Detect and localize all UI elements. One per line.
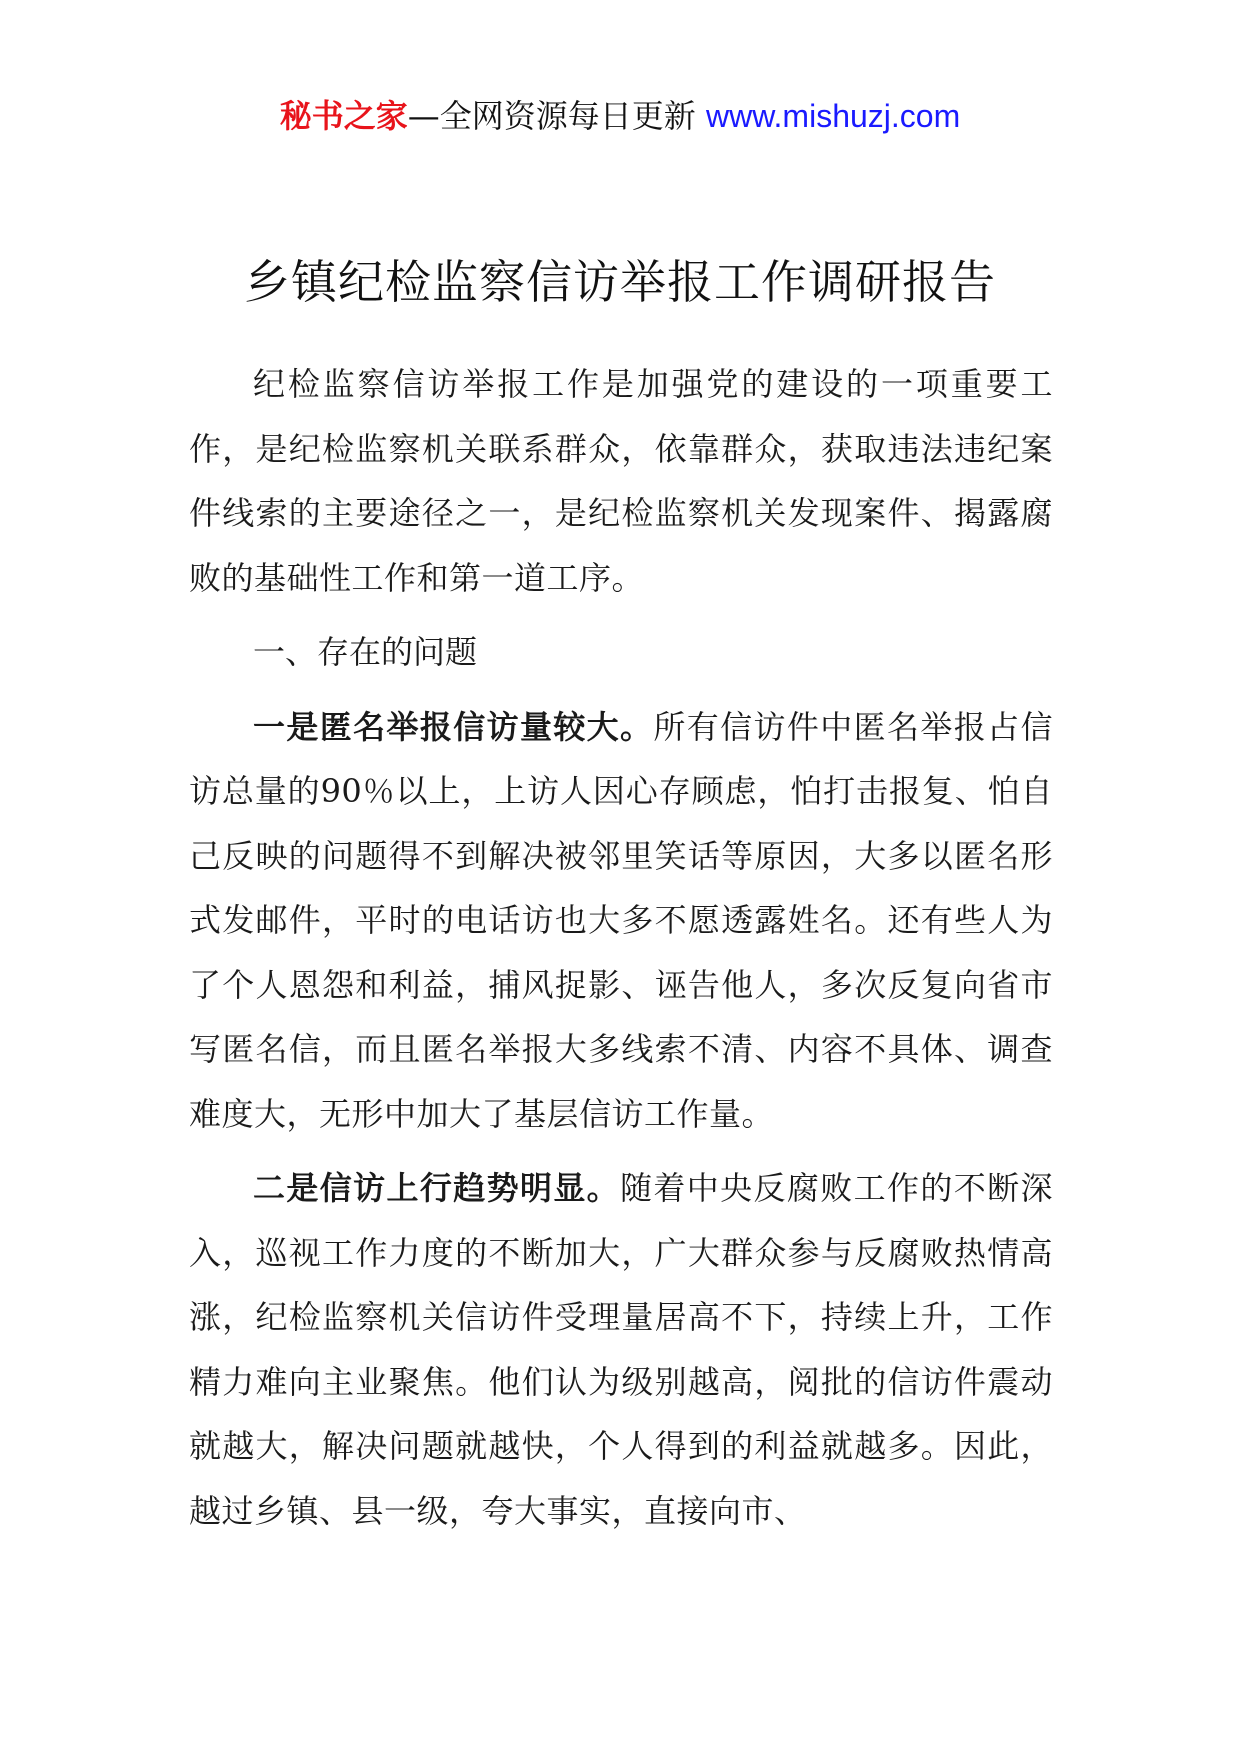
point-2-text: 随着中央反腐败工作的不断深入，巡视工作力度的不断加大，广大群众参与反腐败热情高涨，纪检监察机关信访件受理量居高不下，持续上升，工作精力难向主业聚焦。他们认为级别越高，阅批的信访件震动就越大，解决问题就越快，个人得到的利益就越多。因此，越过乡镇、县一级，夸大事实，直接向市、 (189, 1169, 1053, 1530)
document-body (189, 352, 1053, 1553)
section-heading-problems: 一、存在的问题 (253, 633, 478, 671)
point-1-lead: 一是匿名举报信访量较大。 (253, 707, 654, 746)
brand-name: 秘书之家 (279, 97, 408, 135)
intro-paragraph: 纪检监察信访举报工作是加强党的建设的一项重要工作，是纪检监察机关联系群众，依靠群众，获取违法违纪案件线索的主要途径之一，是纪检监察机关发现案件、揭露腐败的基础性工作和第一道工序。 (189, 365, 1053, 597)
point-2-paragraph (189, 1156, 1053, 1543)
point-1-paragraph (189, 695, 1053, 1147)
document-title: 乡镇纪检监察信访举报工作调研报告 (244, 255, 996, 309)
site-header (0, 96, 1240, 136)
site-url-link[interactable]: www.mishuzj.com (705, 98, 961, 134)
point-1-text: 所有信访件中匿名举报占信访总量的90％以上，上访人因心存顾虑，怕打击报复、怕自己反映的问题得不到解决被邻里笑话等原因，大多以匿名形式发邮件，平时的电话访也大多不愿透露姓名。还有些人为了个人恩怨和利益，捕风捉影、诬告他人，多次反复向省市写匿名信，而且匿名举报大多线索不清、内容不具体、调查难度大，无形中加大了基层信访工作量。 (189, 707, 1053, 1133)
header-tagline: —全网资源每日更新 (407, 97, 706, 135)
point-2-lead: 二是信访上行趋势明显。 (253, 1169, 621, 1207)
